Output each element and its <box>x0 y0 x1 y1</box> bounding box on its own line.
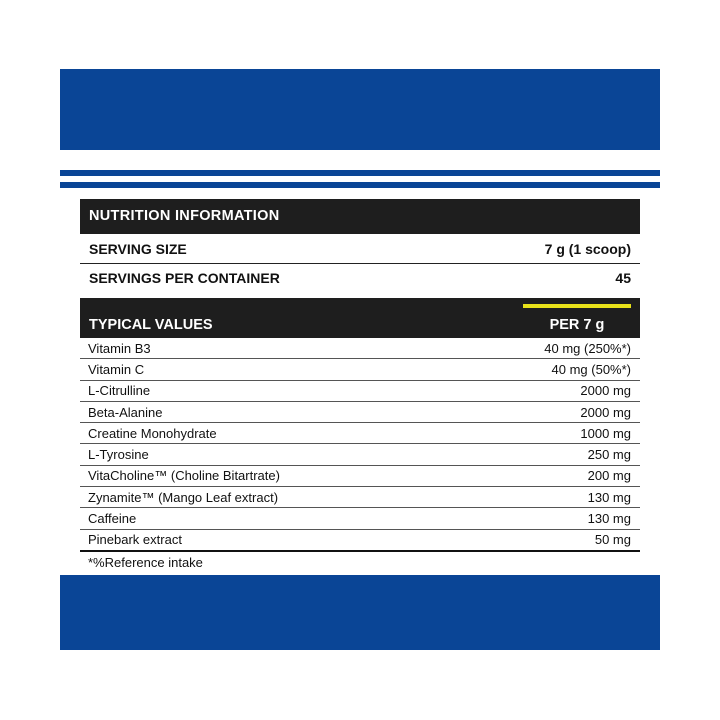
serving-size-label: SERVING SIZE <box>89 240 187 257</box>
nutrient-row <box>80 466 640 487</box>
reference-intake-footnote: *%Reference intake <box>88 554 203 570</box>
nutrient-value: 40 mg (250%*) <box>544 340 631 356</box>
blue-stripe <box>60 182 660 188</box>
servings-value: 45 <box>615 270 631 286</box>
nutrition-title: NUTRITION INFORMATION <box>80 199 640 234</box>
nutrient-name: Pinebark extract <box>88 532 182 548</box>
servings-label: SERVINGS PER CONTAINER <box>89 270 280 286</box>
bottom-blue-band <box>60 575 660 650</box>
nutrient-value: 40 mg (50%*) <box>551 361 631 377</box>
blue-stripe <box>60 170 660 176</box>
nutrition-panel <box>80 199 640 570</box>
nutrient-name: Beta-Alanine <box>88 404 163 420</box>
nutrient-value: 130 mg <box>587 489 631 505</box>
per-serving-label: PER 7 g <box>549 317 605 333</box>
nutrient-row <box>80 359 640 380</box>
typical-values-label: TYPICAL VALUES <box>89 317 213 333</box>
nutrient-name: Vitamin B3 <box>88 340 151 356</box>
nutrient-name: VitaCholine™ (Choline Bitartrate) <box>88 468 280 484</box>
serving-size-row <box>80 234 640 264</box>
nutrient-row <box>80 530 640 552</box>
nutrient-row <box>80 487 640 508</box>
serving-size-value: 7 g (1 scoop) <box>544 240 631 257</box>
nutrient-row <box>80 402 640 423</box>
typical-values-header <box>80 298 640 338</box>
nutrient-name: Zynamite™ (Mango Leaf extract) <box>88 489 279 505</box>
nutrient-name: L-Tyrosine <box>88 447 149 463</box>
top-blue-band <box>60 69 660 150</box>
nutrient-value: 1000 mg <box>580 425 631 441</box>
nutrient-name: L-Citrulline <box>88 383 151 399</box>
nutrient-row <box>80 444 640 465</box>
nutrient-name: Creatine Monohydrate <box>88 425 217 441</box>
nutrient-row <box>80 338 640 359</box>
nutrient-row <box>80 423 640 444</box>
nutrient-value: 250 mg <box>587 447 631 463</box>
servings-per-container-row <box>80 264 640 292</box>
nutrient-value: 50 mg <box>594 532 631 548</box>
nutrient-value: 2000 mg <box>580 383 631 399</box>
yellow-accent-bar <box>523 304 631 308</box>
nutrient-value: 2000 mg <box>580 404 631 420</box>
nutrient-value: 200 mg <box>587 468 631 484</box>
nutrient-row <box>80 381 640 402</box>
nutrient-row <box>80 508 640 529</box>
nutrient-name: Caffeine <box>88 511 137 527</box>
nutrient-name: Vitamin C <box>88 361 145 377</box>
nutrient-value: 130 mg <box>587 511 631 527</box>
